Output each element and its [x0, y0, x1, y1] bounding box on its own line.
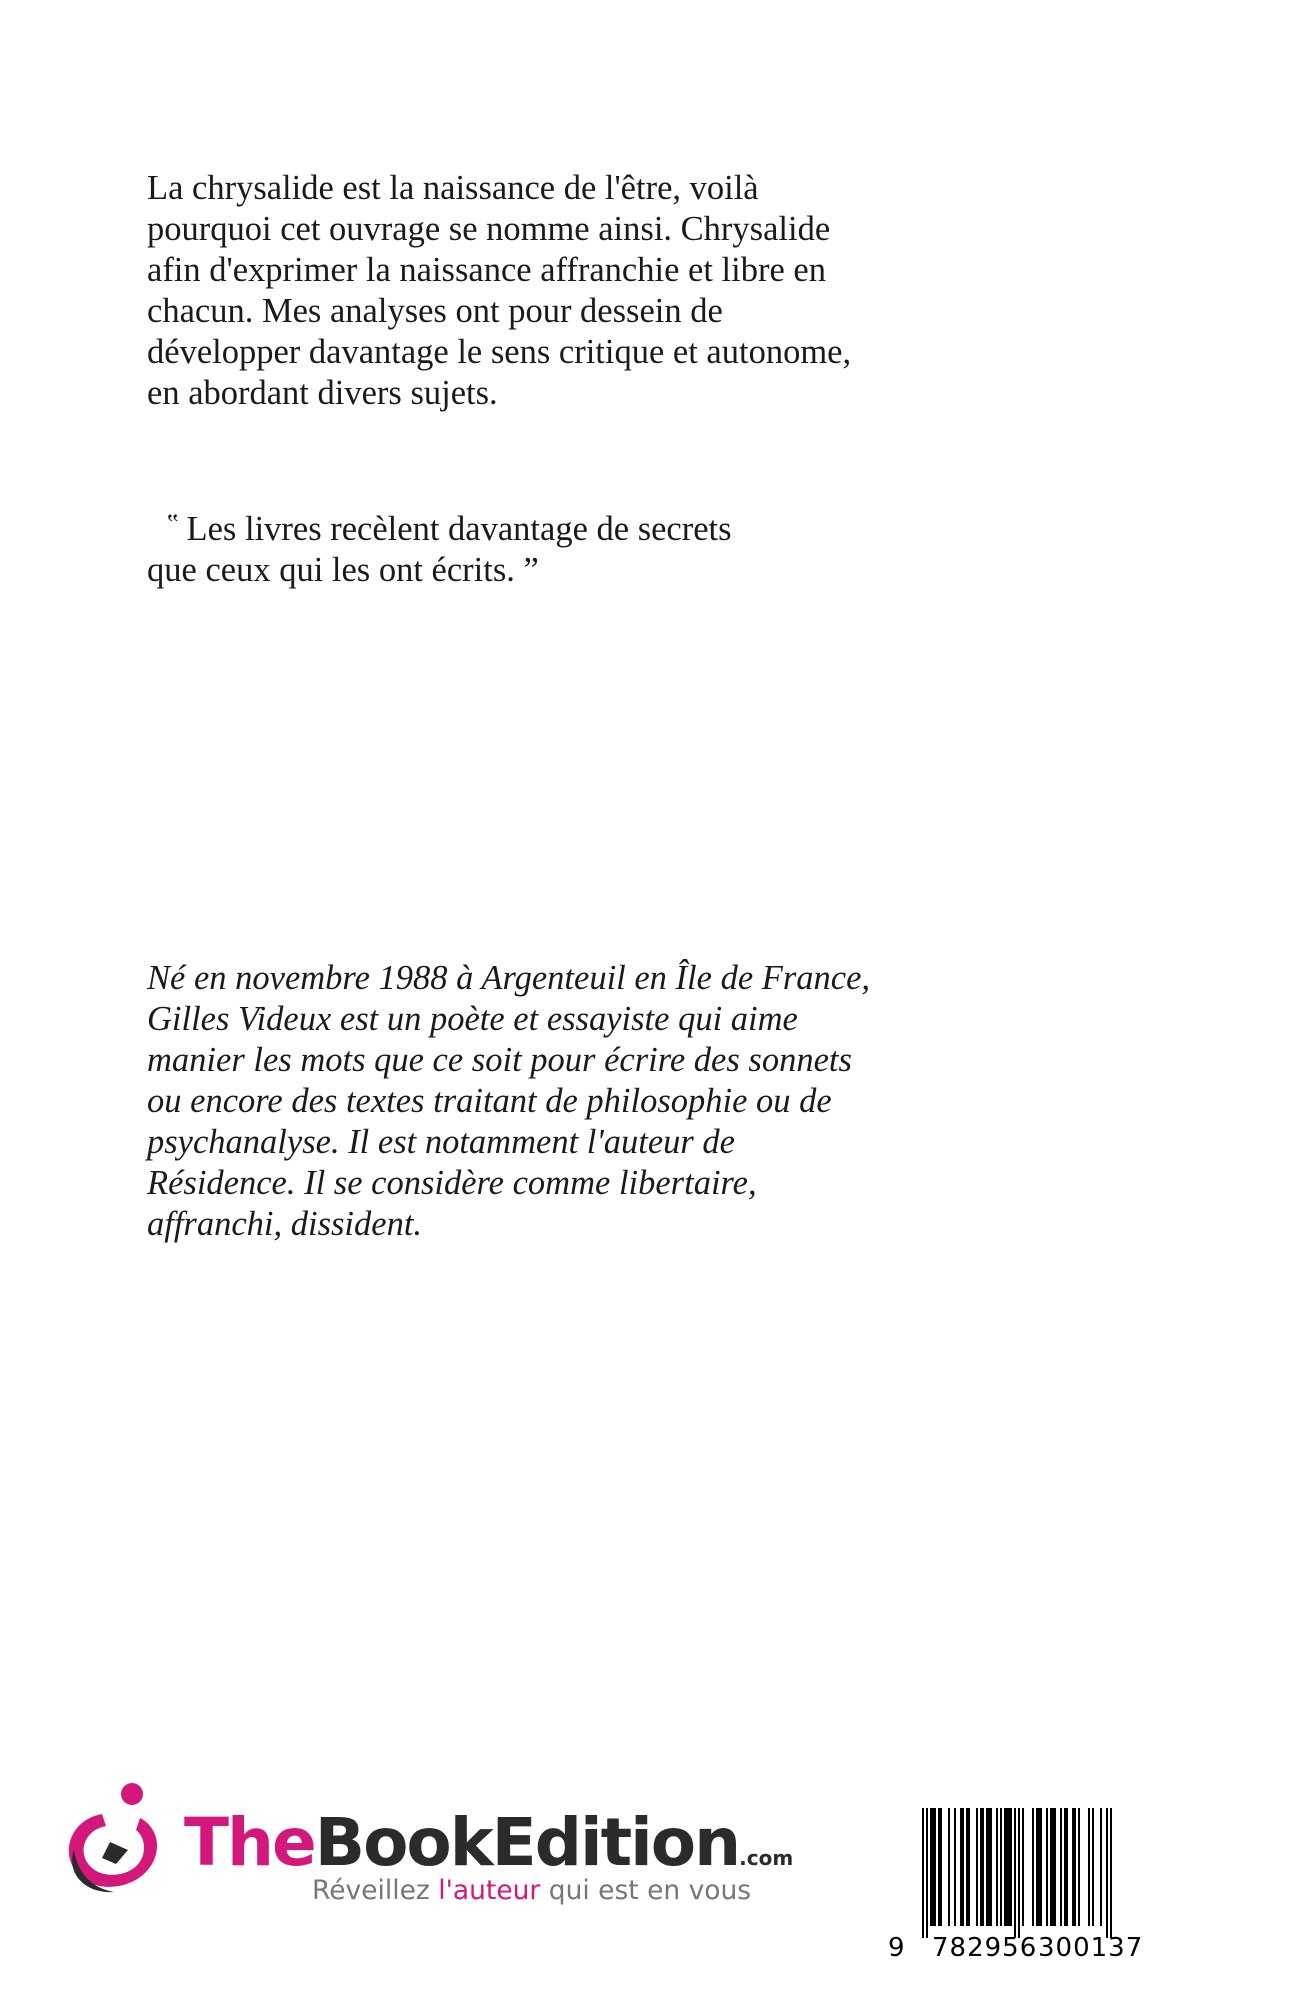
barcode-bar: [1046, 1808, 1048, 1926]
barcode-bar: [1032, 1808, 1034, 1926]
open-quote-mark: ‟: [167, 509, 179, 538]
barcode-bar: [926, 1808, 928, 1938]
synopsis-paragraph: La chrysalide est la naissance de l'être, voilà pourquoi cet ouvrage se nomme ainsi. Chrysalide afin d'exprimer la naissance affranchie et libre en chacun. Mes analyses ont pour dessein de développer davantage le sens critique et autonome, en abordant divers sujets.: [147, 169, 852, 412]
barcode-bar: [1066, 1808, 1068, 1926]
barcode-bar: [996, 1808, 998, 1926]
barcode-bar: [1092, 1808, 1094, 1926]
barcode-bar: [988, 1808, 990, 1926]
quote-line-2: que ceux qui les ont écrits. ”: [147, 551, 539, 589]
barcode-bar: [982, 1808, 984, 1926]
barcode-left-group: 782956: [932, 1933, 1038, 1963]
barcode-bar: [948, 1808, 950, 1926]
barcode-bar: [1074, 1808, 1076, 1926]
wordmark-edition: Edition: [491, 1804, 740, 1881]
barcode-bar: [934, 1808, 936, 1926]
barcode-bar: [1064, 1808, 1066, 1926]
barcode-bar: [1110, 1808, 1112, 1938]
barcode-bar: [932, 1808, 934, 1926]
barcode-bar: [954, 1808, 956, 1926]
barcode-bar: [1072, 1808, 1074, 1926]
publisher-logo: [44, 1780, 844, 1906]
barcode-bar: [980, 1808, 982, 1926]
thebookedition-swirl-icon: [44, 1780, 184, 1900]
barcode-bar: [1088, 1808, 1090, 1926]
barcode-bar: [940, 1808, 942, 1926]
barcode-bar: [1000, 1808, 1002, 1926]
quote-line-1: [147, 503, 867, 550]
synopsis-block: [147, 168, 867, 414]
author-bio-block: [147, 958, 887, 1245]
tagline-end: qui est en vous: [540, 1875, 752, 1906]
barcode-bar: [938, 1808, 940, 1926]
barcode-bar: [1078, 1808, 1080, 1926]
barcode-bar: [1040, 1808, 1042, 1926]
barcode-bar: [960, 1808, 962, 1926]
barcode-bar: [976, 1808, 978, 1926]
barcode-lead-digit: 9: [888, 1933, 905, 1963]
barcode-bar: [968, 1808, 970, 1926]
barcode-bar: [1052, 1808, 1054, 1926]
wordmark-the: The: [184, 1804, 315, 1881]
barcode-bar: [1014, 1808, 1016, 1938]
barcode-bar: [1010, 1808, 1012, 1926]
barcode-bar: [1008, 1808, 1010, 1926]
barcode-bar: [1006, 1808, 1008, 1926]
quote-text-1: Les livres recèlent davantage de secrets: [186, 510, 732, 548]
wordmark-book: Book: [314, 1804, 492, 1881]
barcode-bar: [1018, 1808, 1020, 1938]
barcode-bar: [1038, 1808, 1040, 1926]
barcode-bar: [930, 1808, 932, 1926]
epigraph-quote: [147, 503, 867, 591]
barcode-bar: [1100, 1808, 1102, 1926]
barcode-bar: [1054, 1808, 1056, 1926]
author-bio-paragraph: Né en novembre 1988 à Argenteuil en Île de France, Gilles Videux est un poète et essayiste qui aime manier les mots que ce soit pour écrire des sonnets ou encore des textes traitant de philosophie ou de psychanalyse. Il est notamment l'auteur de Résidence. Il se considère comme libertaire, affranchi, dissident.: [147, 959, 871, 1243]
barcode-bar: [1004, 1808, 1006, 1926]
barcode-bar: [986, 1808, 988, 1926]
barcode-bar: [922, 1808, 924, 1938]
tagline-start: Réveillez: [312, 1875, 439, 1906]
isbn-barcode: [888, 1808, 1148, 1968]
barcode-digits: [888, 1930, 1148, 1966]
tagline-accent: l'auteur: [438, 1875, 541, 1906]
barcode-bar: [1036, 1808, 1038, 1926]
barcode-bar: [1106, 1808, 1108, 1938]
wordmark-tld: .com: [739, 1846, 794, 1870]
barcode-bar: [962, 1808, 964, 1926]
barcode-bar: [1022, 1808, 1024, 1926]
publisher-tagline: [312, 1876, 751, 1906]
barcode-bar: [990, 1808, 992, 1926]
barcode-bar: [1060, 1808, 1062, 1926]
barcode-bars: [888, 1808, 1148, 1938]
barcode-right-group: 300137: [1038, 1933, 1144, 1963]
barcode-bar: [1050, 1808, 1052, 1926]
barcode-bar: [966, 1808, 968, 1926]
